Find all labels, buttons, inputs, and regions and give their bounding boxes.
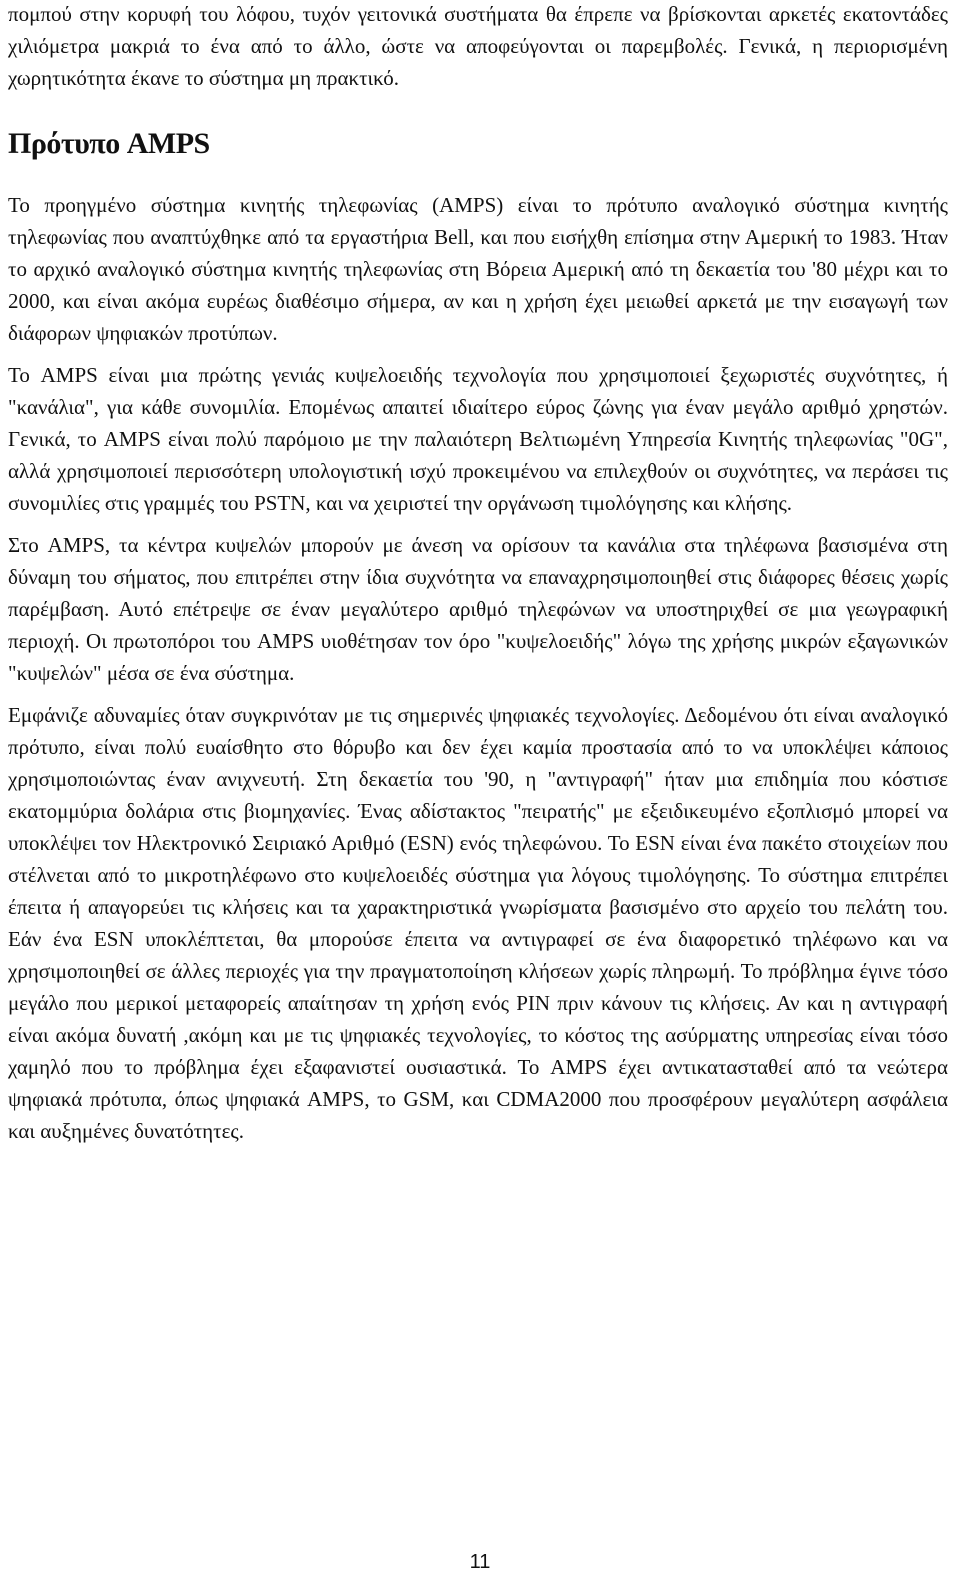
paragraph-continuation: πομπού στην κορυφή του λόφου, τυχόν γειτονικά συστήματα θα έπρεπε να βρίσκονται αρκετές εκατοντάδες χιλιόμετρα μακριά το ένα από το άλλο, ώστε να αποφεύγονται οι παρεμβολές. Γενικά, η περιορισμένη χωρητικότητα έκανε το σύστημα μη πρακτικό.: [8, 2, 948, 90]
section-heading: Πρότυπο AMPS: [8, 127, 210, 160]
paragraph-amps-first-generation: Το AMPS είναι μια πρώτης γενιάς κυψελοειδής τεχνολογία που χρησιμοποιεί ξεχωριστές συχνότητες, ή "κανάλια", για κάθε συνομιλία. Επομένως απαιτεί ιδιαίτερο εύρος ζώνης για έναν μεγάλο αριθμό χρηστών. Γενικά, το AMPS είναι πολύ παρόμοιο με την παλαιότερη Βελτιωμένη Υπηρεσία Κινητής τηλεφωνίας "0G", αλλά χρησιμοποιεί περισσότερη υπολογιστική ισχύ προκειμένου να επιλεχθούν οι συχνότητες, να περάσει τις συνομιλίες στις γραμμές του PSTN, και να χειριστεί την οργάνωση τιμολόγησης και κλήσης.: [8, 363, 948, 515]
page-number: 11: [469, 1551, 491, 1573]
paragraph-amps-cell-centers: Στο AMPS, τα κέντρα κυψελών μπορούν με άνεση να ορίσουν τα κανάλια στα τηλέφωνα βασισμένα στη δύναμη του σήματος, που επιτρέπει στην ίδια συχνότητα να επαναχρησιμοποιηθεί στις διάφορες θέσεις χωρίς παρέμβαση. Αυτό επέτρεψε σε έναν μεγαλύτερο αριθμό τηλεφώνων να υποστηριχθεί σε μια γεωγραφική περιοχή. Οι πρωτοπόροι του AMPS υιοθέτησαν τον όρο "κυψελοειδής" λόγω της χρήσης μικρών εξαγωνικών "κυψελών" μέσα σε ένα σύστημα.: [8, 533, 948, 685]
paragraph-amps-weaknesses: Εμφάνιζε αδυναμίες όταν συγκρινόταν με τις σημερινές ψηφιακές τεχνολογίες. Δεδομένου ότι είναι αναλογικό πρότυπο, είναι πολύ ευαίσθητο στο θόρυβο και δεν έχει καμία προστασία από το να υποκλέψει κάποιος χρησιμοποιώντας έναν ανιχνευτή. Στη δεκαετία του '90, η "αντιγραφή" ήταν μια επιδημία που κόστισε εκατομμύρια δολάρια στις βιομηχανίες. Ένας αδίστακτος "πειρατής" με εξειδικευμένο εξοπλισμό μπορεί να υποκλέψει τον Ηλεκτρονικό Σειριακό Αριθμό (ESN) ενός τηλεφώνου. Το ESN είναι ένα πακέτο στοιχείων που στέλνεται από το μικροτηλέφωνο στο κυψελοειδές σύστημα για λόγους τιμολόγησης. Το σύστημα επιτρέπει έπειτα ή απαγορεύει τις κλήσεις και τα χαρακτηριστικά γνωρίσματα βασισμένο στο αρχείο του πελάτη του. Εάν ένα ESN υποκλέπτεται, θα μπορούσε έπειτα να αντιγραφεί σε ένα διαφορετικό τηλέφωνο και να χρησιμοποιηθεί σε άλλες περιοχές για την πραγματοποίηση κλήσεων χωρίς πληρωμή. Το πρόβλημα έγινε τόσο μεγάλο που μερικοί μεταφορείς απαίτησαν τη χρήση ενός PIN πριν κάνουν τις κλήσεις. Αν και η αντιγραφή είναι ακόμα δυνατή ,ακόμη και με τις ψηφιακές τεχνολογίες, το κόστος της ασύρματης υπηρεσίας είναι τόσο χαμηλό που το πρόβλημα έχει εξαφανιστεί ουσιαστικά. Το AMPS έχει αντικατασταθεί από τα νεώτερα ψηφιακά πρότυπα, όπως ψηφιακά AMPS, το GSM, και CDMA2000 που προσφέρουν μεγαλύτερη ασφάλεια και αυξημένες δυνατότητες.: [8, 703, 948, 1143]
paragraph-amps-intro: Το προηγμένο σύστημα κινητής τηλεφωνίας (AMPS) είναι το πρότυπο αναλογικό σύστημα κινητής τηλεφωνίας που αναπτύχθηκε από τα εργαστήρια Bell, και που εισήχθη επίσημα στην Αμερική το 1983. Ήταν το αρχικό αναλογικό σύστημα κινητής τηλεφωνίας στη Βόρεια Αμερική από τη δεκαετία του '80 μέχρι και το 2000, και είναι ακόμα ευρέως διαθέσιμο σήμερα, αν και η χρήση έχει μειωθεί αρκετά με την εισαγωγή των διάφορων ψηφιακών προτύπων.: [8, 193, 948, 345]
